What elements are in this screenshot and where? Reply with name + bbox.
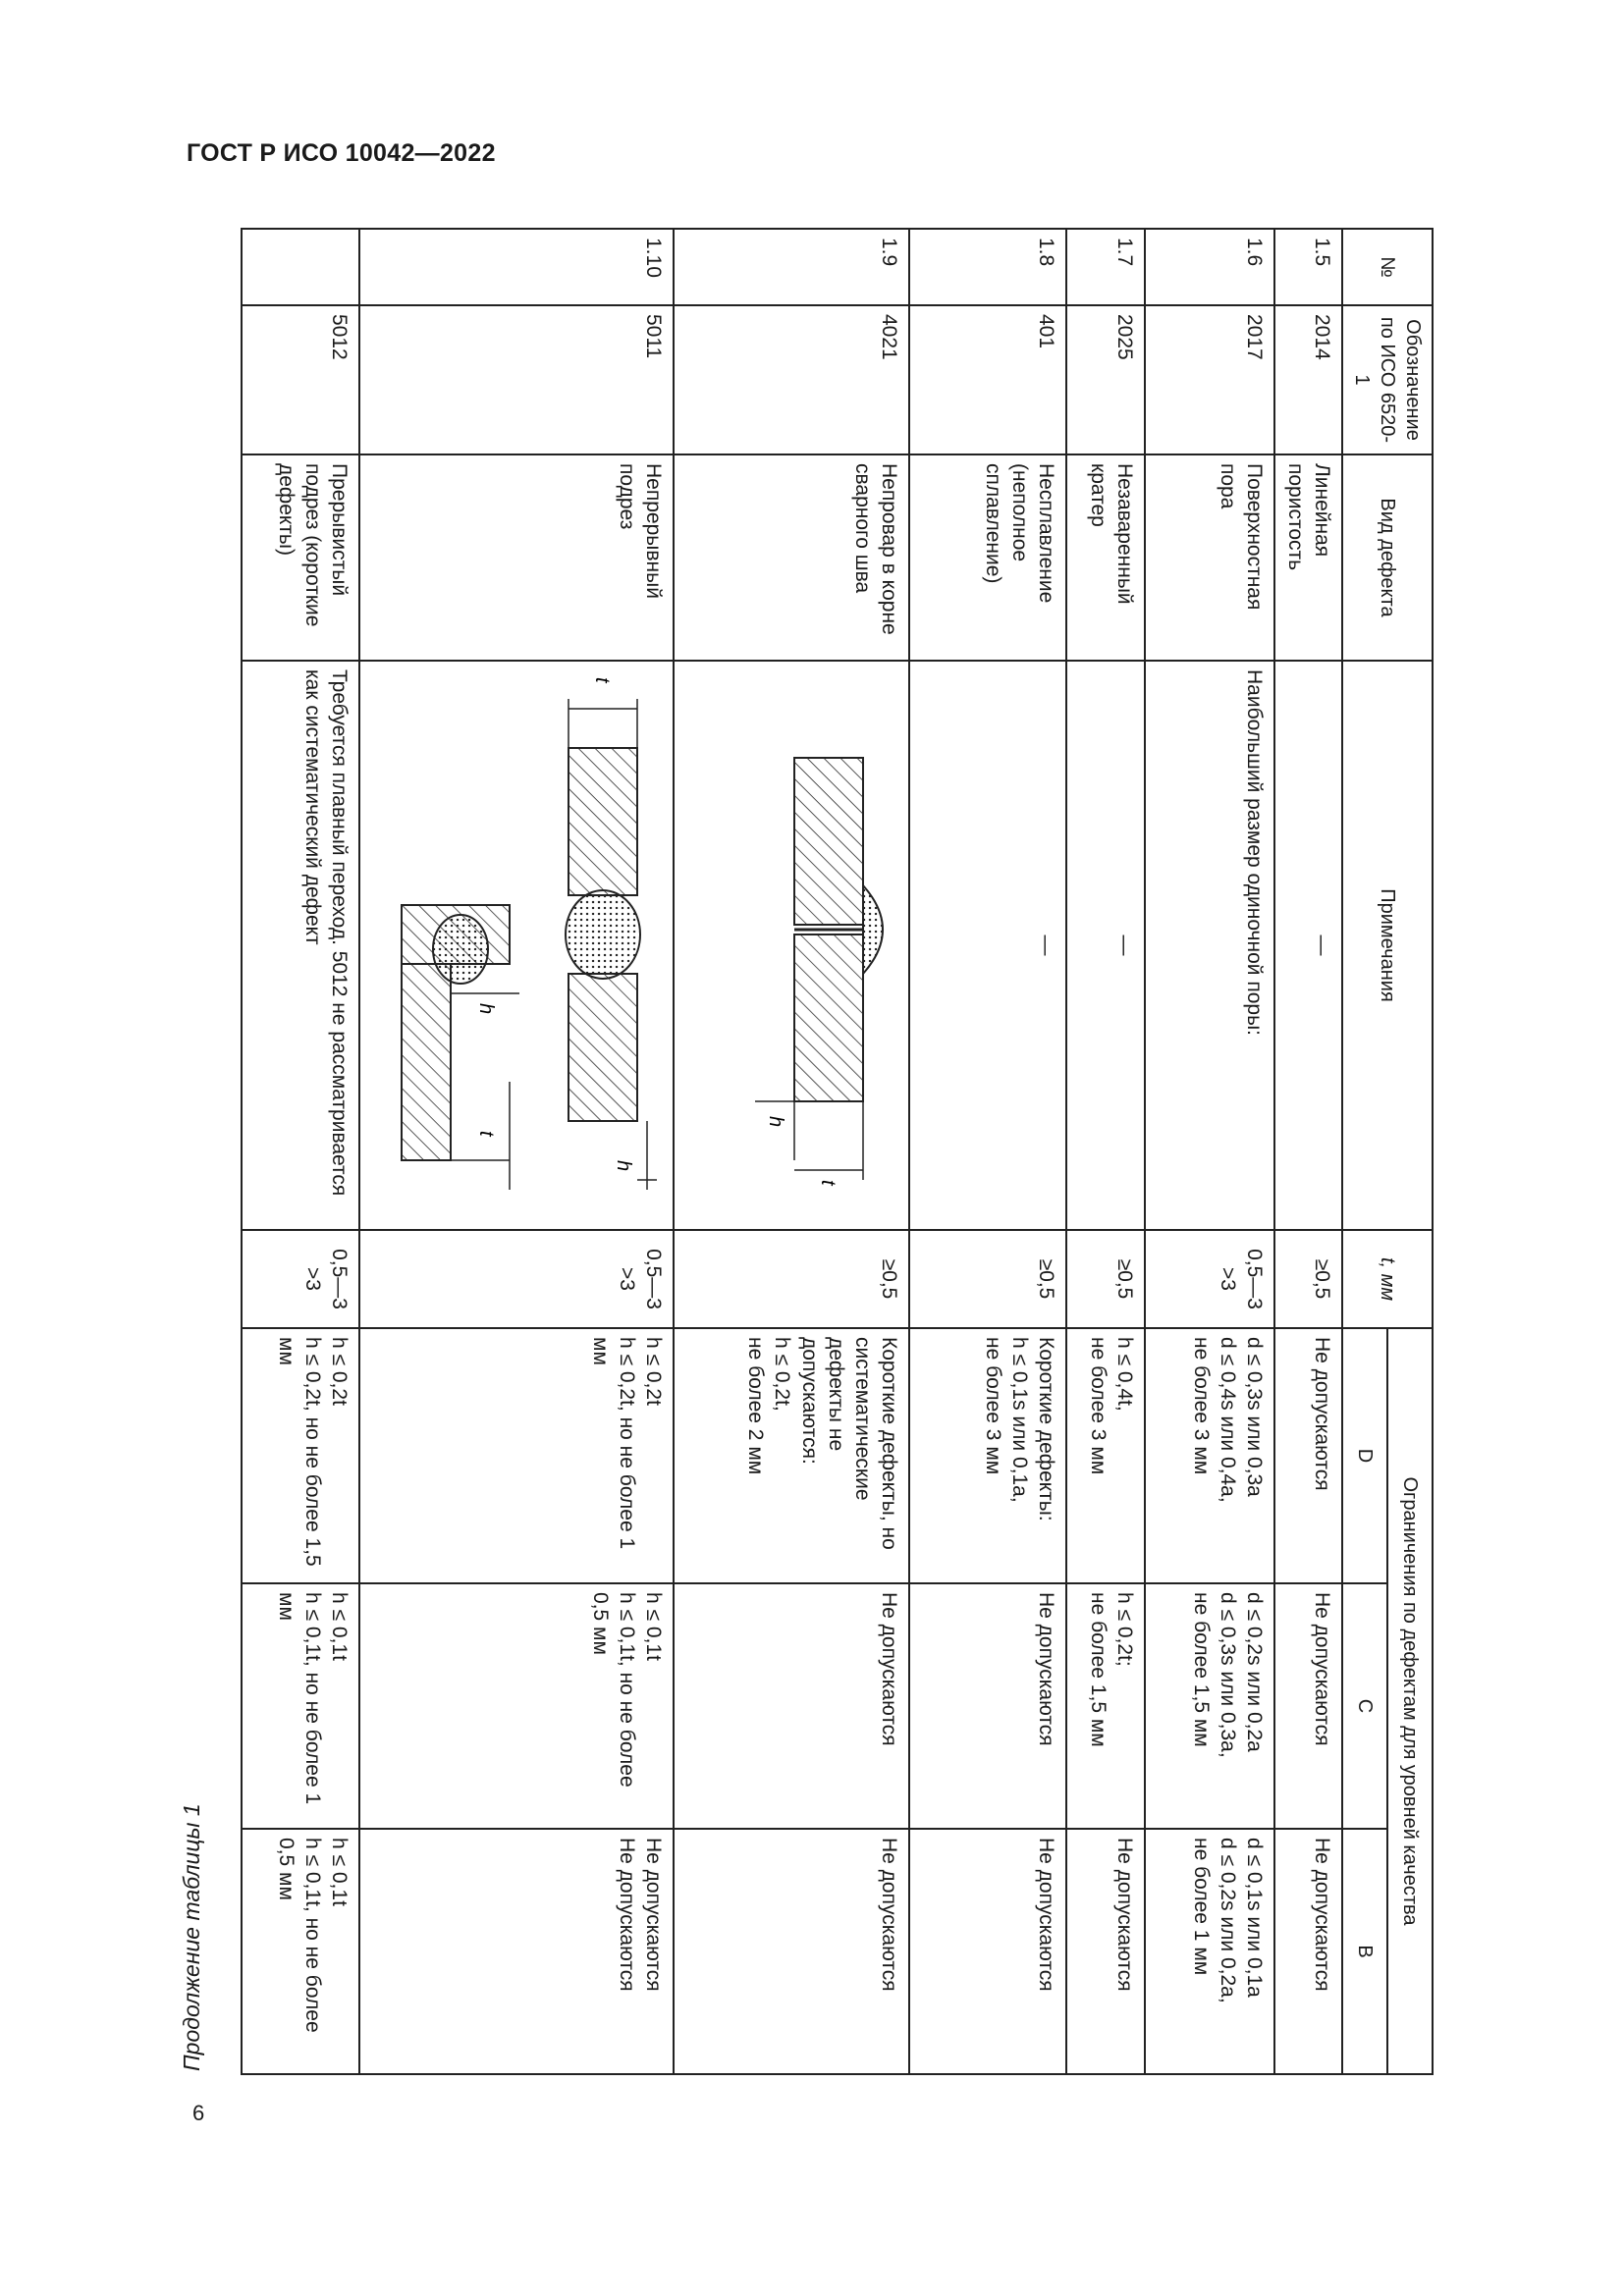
- figure-label-h: h: [475, 1003, 498, 1015]
- page-header: ГОСТ Р ИСО 10042—2022: [187, 139, 496, 167]
- row-code: 2014: [1274, 305, 1342, 454]
- row-limit-b: h ≤ 0,1t h ≤ 0,1t, но не более 0,5 мм: [242, 1829, 359, 2074]
- row-notes: —: [1066, 661, 1145, 1230]
- page-number: 6: [192, 2101, 205, 2125]
- row-no: 1.9: [674, 229, 909, 305]
- row-no: 1.10: [359, 229, 674, 305]
- undercut-figure: [382, 669, 667, 1219]
- row-limit-d: d ≤ 0,3s или 0,3a d ≤ 0,4s или 0,4a, не более 3 мм: [1145, 1328, 1274, 1583]
- figure-label-h: h: [765, 1116, 787, 1128]
- header-level-d: D: [1342, 1328, 1387, 1583]
- table-row: [674, 229, 909, 2074]
- row-notes: Наибольший размер одиночной поры:: [1145, 661, 1274, 1230]
- row-limit-b: Не допускаются Не допускаются: [359, 1829, 674, 2074]
- row-limit-c: h ≤ 0,1t h ≤ 0,1t, но не более 1 мм: [242, 1583, 359, 1829]
- table-row: [242, 229, 359, 2074]
- row-no: 1.6: [1145, 229, 1274, 305]
- row-notes: Требуется плавный переход. 5012 не рассматривается как систематический дефект: [242, 661, 359, 1230]
- header-notes: Примечания: [1342, 661, 1433, 1230]
- row-limit-c: Не допускаются: [1274, 1583, 1342, 1829]
- row-defect: Непрерывный подрез: [359, 454, 674, 661]
- table-row: [909, 229, 1066, 2074]
- row-code: 5011: [359, 305, 674, 454]
- row-defect: Непровар в корне сварного шва: [674, 454, 909, 661]
- row-defect: Поверхностная пора: [1145, 454, 1274, 661]
- row-defect: Прерывистый подрез (короткие дефекты): [242, 454, 359, 661]
- row-limit-b: d ≤ 0,1s или 0,1a d ≤ 0,2s или 0,2a, не более 1 мм: [1145, 1829, 1274, 2074]
- row-limit-b: Не допускаются: [1274, 1829, 1342, 2074]
- row-notes-figure: [674, 661, 909, 1230]
- row-limit-d: h ≤ 0,2t h ≤ 0,2t, но не более 1,5 мм: [242, 1328, 359, 1583]
- figure-label-h: h: [613, 1160, 635, 1172]
- table-continuation-caption: Продолжение таблицы 1: [179, 1803, 204, 2071]
- row-no: 1.7: [1066, 229, 1145, 305]
- row-limit-b: Не допускаются: [1066, 1829, 1145, 2074]
- figure-label-t: t: [591, 677, 614, 683]
- row-limit-d: h ≤ 0,2t h ≤ 0,2t, но не более 1 мм: [359, 1328, 674, 1583]
- row-code: 5012: [242, 305, 359, 454]
- row-limit-c: Не допускаются: [674, 1583, 909, 1829]
- row-no: 1.5: [1274, 229, 1342, 305]
- row-limit-d: Короткие дефекты: h ≤ 0,1s или 0,1a, не более 3 мм: [909, 1328, 1066, 1583]
- row-no: 1.8: [909, 229, 1066, 305]
- row-code: 2017: [1145, 305, 1274, 454]
- table-row: [359, 229, 674, 2074]
- defects-table: [241, 228, 1434, 2075]
- header-designation: Обозначение по ИСО 6520-1: [1342, 305, 1433, 454]
- row-t: 0,5—3 >3: [359, 1230, 674, 1328]
- row-limit-d: Короткие дефекты, но систематические дефекты не допускаются: h ≤ 0,2t, не более 2 мм: [674, 1328, 909, 1583]
- row-limit-b: Не допускаются: [909, 1829, 1066, 2074]
- header-level-b: B: [1342, 1829, 1387, 2074]
- row-t: ≥0,5: [1066, 1230, 1145, 1328]
- figure-label-t: t: [817, 1180, 839, 1186]
- row-t: 0,5—3 >3: [1145, 1230, 1274, 1328]
- header-level-c: C: [1342, 1583, 1387, 1829]
- row-defect: Несплавление (неполное сплавление): [909, 454, 1066, 661]
- row-limit-b: Не допускаются: [674, 1829, 909, 2074]
- row-t: 0,5—3 >3: [242, 1230, 359, 1328]
- row-t: ≥0,5: [674, 1230, 909, 1328]
- header-defect: Вид дефекта: [1342, 454, 1433, 661]
- row-code: 2025: [1066, 305, 1145, 454]
- row-notes: —: [909, 661, 1066, 1230]
- row-no: [242, 229, 359, 305]
- row-limit-d: Не допускаются: [1274, 1328, 1342, 1583]
- root-penetration-figure: [706, 669, 902, 1219]
- row-limit-c: h ≤ 0,2t; не более 1,5 мм: [1066, 1583, 1145, 1829]
- row-defect: Линейная пористость: [1274, 454, 1342, 661]
- row-defect: Незаваренный кратер: [1066, 454, 1145, 661]
- table-row: [1145, 229, 1274, 2074]
- row-limit-c: d ≤ 0,2s или 0,2a d ≤ 0,3s или 0,3a, не более 1,5 мм: [1145, 1583, 1274, 1829]
- row-notes-figure: [359, 661, 674, 1230]
- table-row: [1274, 229, 1342, 2074]
- row-limit-c: Не допускаются: [909, 1583, 1066, 1829]
- header-limits: Ограничения по дефектам для уровней качества: [1387, 1328, 1433, 2074]
- table-row: [1066, 229, 1145, 2074]
- rotated-table-container: [242, 228, 1434, 2073]
- header-no: №: [1342, 229, 1433, 305]
- row-t: ≥0,5: [909, 1230, 1066, 1328]
- row-limit-d: h ≤ 0,4t, не более 3 мм: [1066, 1328, 1145, 1583]
- row-code: 401: [909, 305, 1066, 454]
- figure-label-t: t: [475, 1131, 498, 1137]
- row-t: ≥0,5: [1274, 1230, 1342, 1328]
- row-limit-c: h ≤ 0,1t h ≤ 0,1t, но не более 0,5 мм: [359, 1583, 674, 1829]
- row-code: 4021: [674, 305, 909, 454]
- row-notes: —: [1274, 661, 1342, 1230]
- header-t: t, мм: [1342, 1230, 1433, 1328]
